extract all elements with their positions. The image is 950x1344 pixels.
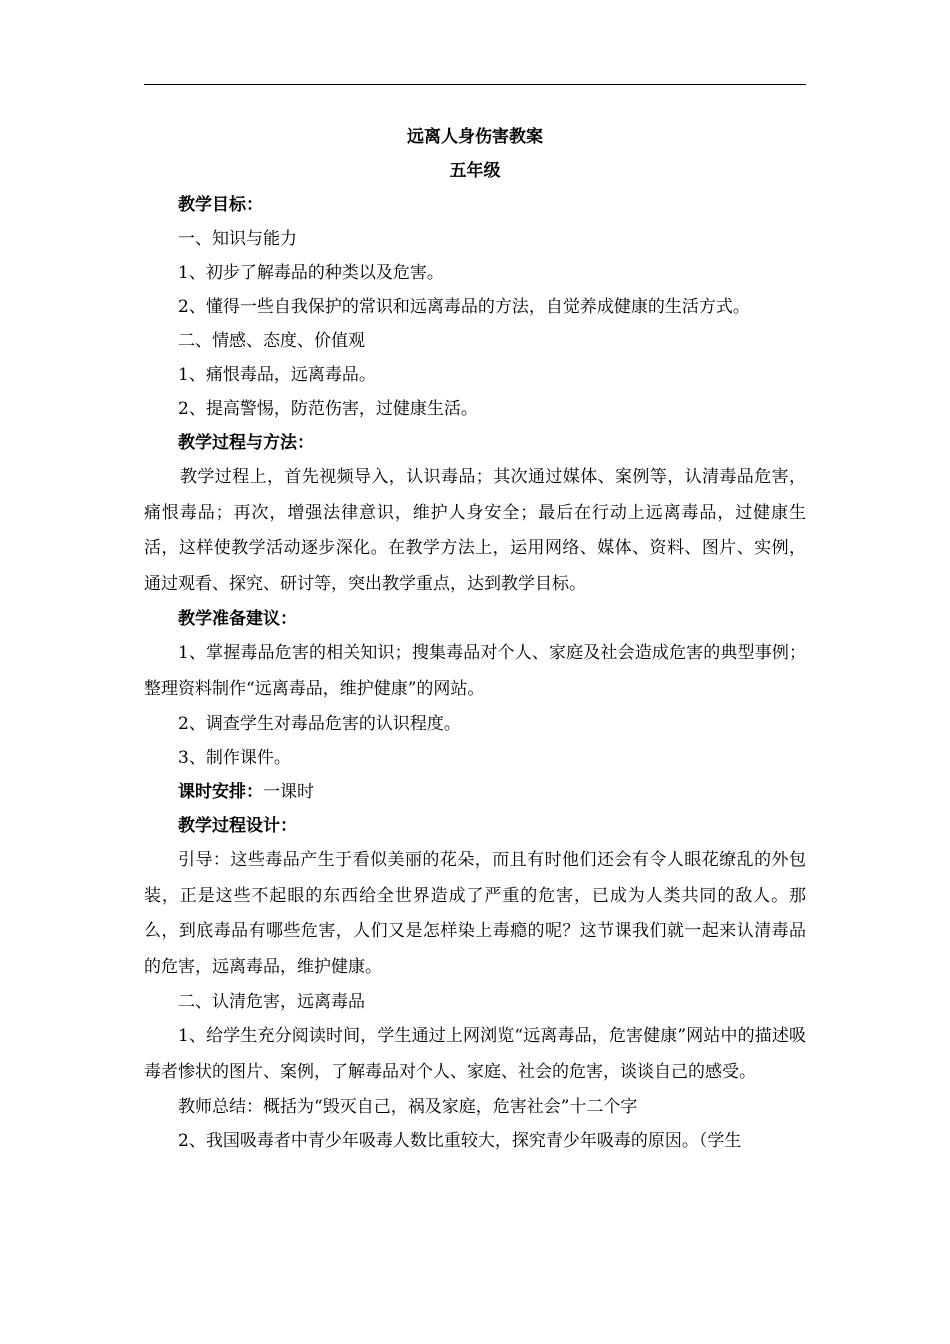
document-title: 远离人身伤害教案 <box>407 127 543 147</box>
preparation-item-2: 2、调查学生对毒品危害的认识程度。 <box>178 714 461 734</box>
preparation-item-1: 1、掌握毒品危害的相关知识；搜集毒品对个人、家庭及社会造成危害的典型事例；整理资料制作“远离毒品，维护健康”的网站。 <box>144 643 806 699</box>
objectives-item-4: 2、提高警惕，防范伤害，过健康生活。 <box>178 399 478 419</box>
header-rule <box>144 84 806 85</box>
design-step-1: 1、给学生充分阅读时间，学生通过上网浏览“远离毒品，危害健康”网站中的描述吸毒者惨状的图片、案例，了解毒品对个人、家庭、社会的危害，谈谈自己的感受。 <box>144 1026 806 1082</box>
objectives-item-1: 1、初步了解毒品的种类以及危害。 <box>178 263 444 283</box>
objectives-heading: 教学目标： <box>178 195 263 215</box>
design-intro: 引导：这些毒品产生于看似美丽的花朵，而且有时他们还会有令人眼花缭乱的外包装，正是这些不起眼的东西给全世界造成了严重的危害，已成为人类共同的敌人。那么，到底毒品有哪些危害，人们又是怎样染上毒瘾的呢？这节课我们就一起来认清毒品的危害，远离毒品，维护健康。 <box>144 850 806 977</box>
schedule-value: 一课时 <box>263 782 314 802</box>
process-method-heading: 教学过程与方法： <box>178 433 314 453</box>
schedule-label: 课时安排： <box>178 782 263 802</box>
preparation-item-3: 3、制作课件。 <box>178 748 291 768</box>
design-step-2: 2、我国吸毒者中青少年吸毒人数比重较大，探究青少年吸毒的原因。（学生 <box>178 1131 742 1151</box>
design-section-2: 二、认清危害，远离毒品 <box>178 992 365 1012</box>
objectives-section-2: 二、情感、态度、价值观 <box>178 331 365 351</box>
schedule-line <box>144 775 806 809</box>
process-method-text: 教学过程上，首先视频导入，认识毒品；其次通过媒体、案例等，认清毒品危害，痛恨毒品；再次，增强法律意识，维护人身安全；最后在行动上远离毒品，过健康生活，这样使教学活动逐步深化。在教学方法上，运用网络、媒体、资料、图片、实例，通过观看、探究、研讨等，突出教学重点，达到教学目标。 <box>144 467 806 594</box>
objectives-item-2: 2、懂得一些自我保护的常识和远离毒品的方法，自觉养成健康的生活方式。 <box>178 297 750 317</box>
document-grade: 五年级 <box>449 161 501 181</box>
objectives-section-1: 一、知识与能力 <box>178 229 297 249</box>
design-summary: 教师总结：概括为“毁灭自己，祸及家庭，危害社会”十二个字 <box>178 1097 638 1117</box>
design-heading: 教学过程设计： <box>178 816 297 836</box>
document-body <box>144 120 806 1158</box>
objectives-item-3: 1、痛恨毒品，远离毒品。 <box>178 365 376 385</box>
preparation-heading: 教学准备建议： <box>178 609 297 629</box>
